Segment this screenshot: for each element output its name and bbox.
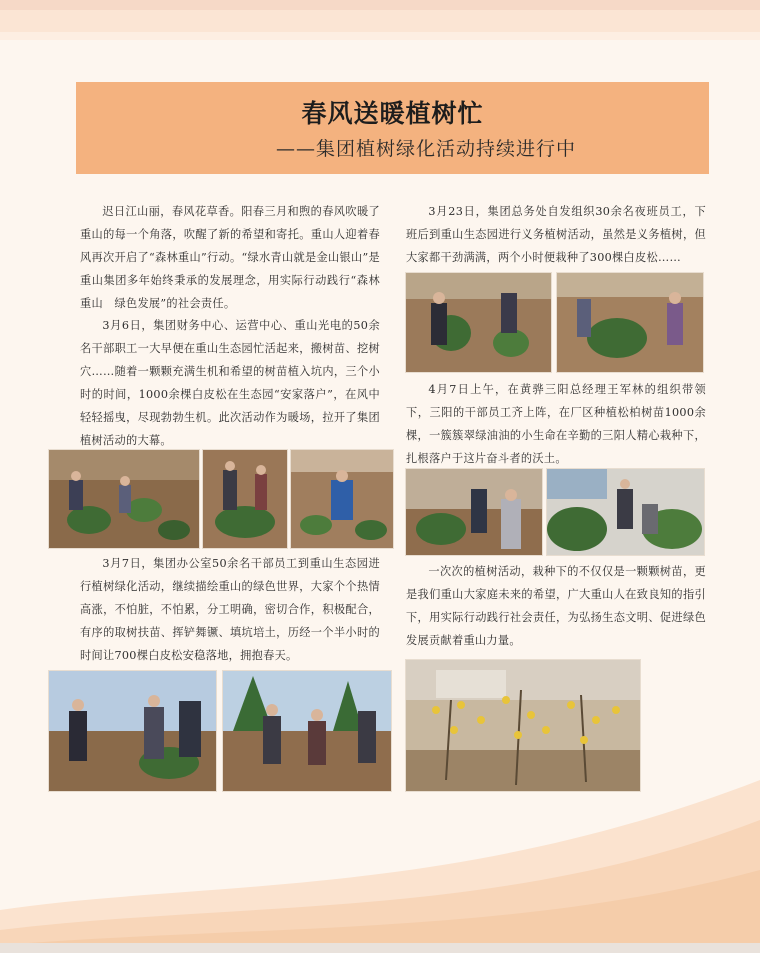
bottom-wave-decoration (0, 760, 760, 953)
photo-nightshift-planting-1 (405, 272, 552, 373)
paragraph-conclusion: 一次次的植树活动，栽种下的不仅仅是一颗颗树苗，更是我们重山大家庭未来的希望，广大重山人在致良知的指引下，用实际行动践行社会责任，为弘扬生态文明、促进绿色发展贡献着重山力量。 (406, 565, 706, 647)
photo-sanyang-planting-1 (405, 468, 543, 556)
photo-nightshift-planting-2 (556, 272, 704, 373)
top-decor-band (0, 0, 760, 10)
title-banner (76, 82, 709, 174)
paragraph-march-6: 3月6日，集团财务中心、运营中心、重山光电的50余名干部职工一大早便在重山生态园忙活起来，搬树苗、挖树穴……随着一颗颗充满生机和希望的树苗植入坑内，三个小时的时间，1000余棵白皮松在生态园“安家落户”，在风中轻轻摇曳，尽现勃勃生机。此次活动作为暖场，拉开了集团植树活动的大幕。 (80, 319, 380, 447)
page-subtitle: ——集团植树绿化活动持续进行中 (276, 138, 577, 160)
paragraph-april-7: 4月7日上午，在黄骅三阳总经理王军林的组织带领下，三阳的干部员工齐上阵，在厂区种植松柏树苗1000余棵，一簇簇翠绿油油的小生命在辛勤的三阳人精心栽种下，扎根落户于这片奋斗者的沃土。 (406, 383, 706, 465)
photo-planting-1 (48, 449, 200, 549)
photo-planting-2 (202, 449, 288, 549)
photo-planting-3 (290, 449, 394, 549)
top-decor-band (0, 10, 760, 32)
top-decor-band (0, 32, 760, 40)
paragraph-march-7: 3月7日，集团办公室50余名干部员工到重山生态园进行植树绿化活动，继续描绘重山的绿色世界，大家个个热情高涨，不怕脏，不怕累，分工明确，密切合作，积极配合，有序的取树扶苗、挥铲舞镢、填坑培土，历经一个半小时的时间让700棵白皮松安稳落地，拥抱春天。 (80, 557, 380, 662)
paragraph-intro: 迟日江山丽，春风花草香。阳春三月和煦的春风吹暖了重山的每一个角落，吹醒了新的希望和寄托。重山人迎着春风再次开启了“森林重山”行动。“绿水青山就是金山银山”是重山集团多年始终秉承的发展理念，用实际行动践行“森林重山 绿色发展”的社会责任。 (80, 205, 380, 310)
photo-sanyang-planting-2 (546, 468, 705, 556)
page-title: 春风送暖植树忙 (301, 99, 484, 128)
paragraph-march-23: 3月23日，集团总务处自发组织30余名夜班员工，下班后到重山生态园进行义务植树活动，虽然是义务植树，但大家都干劲满满，两个小时便栽种了300棵白皮松…… (406, 205, 706, 264)
